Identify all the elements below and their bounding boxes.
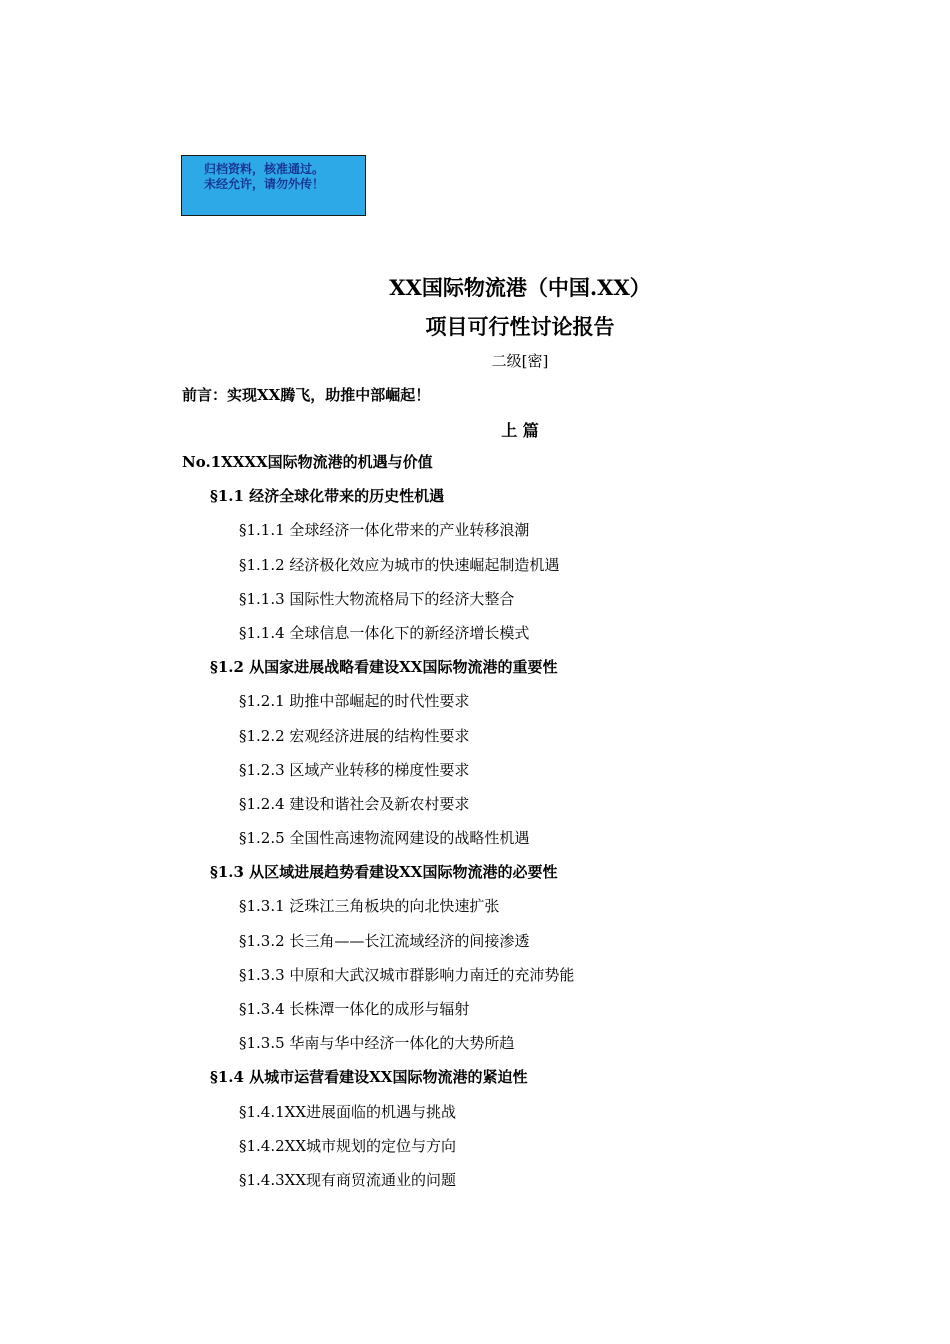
table-of-contents [0,453,950,1205]
toc-entry: §1.1.4 全球信息一体化下的新经济增长模式 [239,623,530,642]
preface-heading: 前言：实现XX腾飞，助推中部崛起！ [182,386,431,404]
toc-entry: §1.4.3XX现有商贸流通业的问题 [239,1170,457,1189]
toc-entry: §1.3.1 泛珠江三角板块的向北快速扩张 [239,897,500,916]
toc-entry: §1.2.2 宏观经济进展的结构性要求 [239,726,470,745]
document-title-line-1: XX国际物流港（中国.XX） [389,275,651,300]
part-label: 上 篇 [501,421,539,440]
toc-entry: No.1XXXX国际物流港的机遇与价值 [182,453,433,471]
toc-entry: §1.4.1XX进展面临的机遇与挑战 [239,1102,457,1121]
toc-entry: §1.3.5 华南与华中经济一体化的大势所趋 [239,1034,515,1053]
toc-entry: §1.3.2 长三角——长江流域经济的间接渗透 [239,931,530,950]
toc-entry: §1.4.2XX城市规划的定位与方向 [239,1136,457,1155]
toc-entry: §1.2.3 区域产业转移的梯度性要求 [239,760,470,779]
toc-entry: §1.3.4 长株潭一体化的成形与辐射 [239,1000,470,1018]
stamp-line-1: 归档资料，核准通过。 [204,162,325,176]
toc-entry: §1.3 从区域进展趋势看建设XX国际物流港的必要性 [210,863,558,882]
classification-label: 二级[密] [491,352,549,370]
toc-entry: §1.1.3 国际性大物流格局下的经济大整合 [239,589,515,608]
toc-entry: §1.2.5 全国性高速物流网建设的战略性机遇 [239,829,530,848]
archive-stamp-box [181,155,366,216]
document-title-line-2: 项目可行性讨论报告 [425,314,615,339]
toc-entry: §1.2.1 助推中部崛起的时代性要求 [239,692,470,711]
toc-entry: §1.1.2 经济极化效应为城市的快速崛起制造机遇 [239,555,560,574]
toc-entry: §1.1 经济全球化带来的历史性机遇 [210,487,445,506]
toc-entry: §1.4 从城市运营看建设XX国际物流港的紧迫性 [210,1068,528,1087]
toc-entry: §1.2 从国家进展战略看建设XX国际物流港的重要性 [210,658,558,677]
toc-entry: §1.3.3 中原和大武汉城市群影响力南迁的充沛势能 [239,965,575,984]
toc-entry: §1.1.1 全球经济一体化带来的产业转移浪潮 [239,521,530,540]
stamp-line-2: 未经允许，请勿外传！ [204,177,325,191]
toc-entry: §1.2.4 建设和谐社会及新农村要求 [239,794,470,813]
